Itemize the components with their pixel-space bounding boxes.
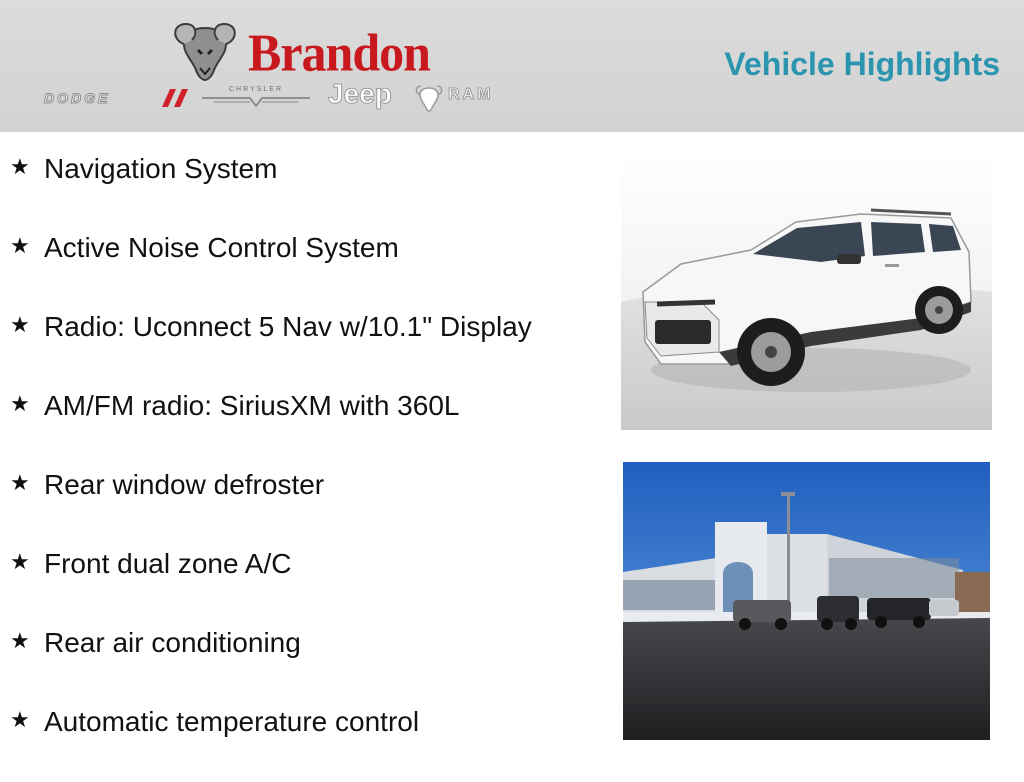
feature-item: [10, 229, 600, 308]
dealership-photo[interactable]: [623, 462, 990, 740]
feature-text: Rear window defroster: [44, 469, 325, 500]
feature-text: Active Noise Control System: [44, 232, 399, 263]
star-icon: ★: [10, 233, 30, 258]
feature-item: [10, 466, 600, 545]
star-icon: ★: [10, 549, 30, 574]
ram-logo-icon: [414, 84, 444, 112]
dealer-logo[interactable]: [40, 18, 530, 118]
vehicle-photo[interactable]: [621, 152, 992, 430]
star-icon: ★: [10, 470, 30, 495]
star-icon: ★: [10, 628, 30, 653]
feature-item: [10, 624, 600, 703]
feature-list: [10, 150, 600, 782]
brand-logos-row: [40, 78, 530, 116]
star-icon: ★: [10, 707, 30, 732]
ram-wordmark: RAM: [448, 86, 494, 103]
star-icon: ★: [10, 391, 30, 416]
star-icon: ★: [10, 312, 30, 337]
chrysler-wordmark: CHRYSLER: [229, 86, 283, 93]
dodge-stripes-icon: [162, 89, 190, 107]
feature-item: [10, 308, 600, 387]
dodge-logo: DODGE: [44, 90, 111, 106]
suv-illustration: [621, 152, 992, 430]
chrysler-wings-icon: [200, 94, 312, 108]
feature-item: [10, 703, 600, 782]
feature-item: [10, 387, 600, 466]
feature-item: [10, 545, 600, 624]
jeep-logo: Jeep: [328, 78, 392, 109]
ram-head-icon: [170, 20, 240, 82]
feature-text: Radio: Uconnect 5 Nav w/10.1" Display: [44, 311, 532, 342]
feature-text: AM/FM radio: SiriusXM with 360L: [44, 390, 460, 421]
feature-text: Front dual zone A/C: [44, 548, 292, 579]
star-icon: ★: [10, 154, 30, 179]
dealership-illustration: [623, 462, 990, 740]
header-banner: [0, 0, 1024, 132]
brand-name: Brandon: [248, 23, 430, 82]
feature-item: [10, 150, 600, 229]
feature-text: Automatic temperature control: [44, 706, 420, 737]
feature-text: Navigation System: [44, 153, 278, 184]
feature-text: Rear air conditioning: [44, 627, 301, 658]
page-title: Vehicle Highlights: [724, 46, 1000, 82]
chrysler-logo: [200, 86, 312, 108]
